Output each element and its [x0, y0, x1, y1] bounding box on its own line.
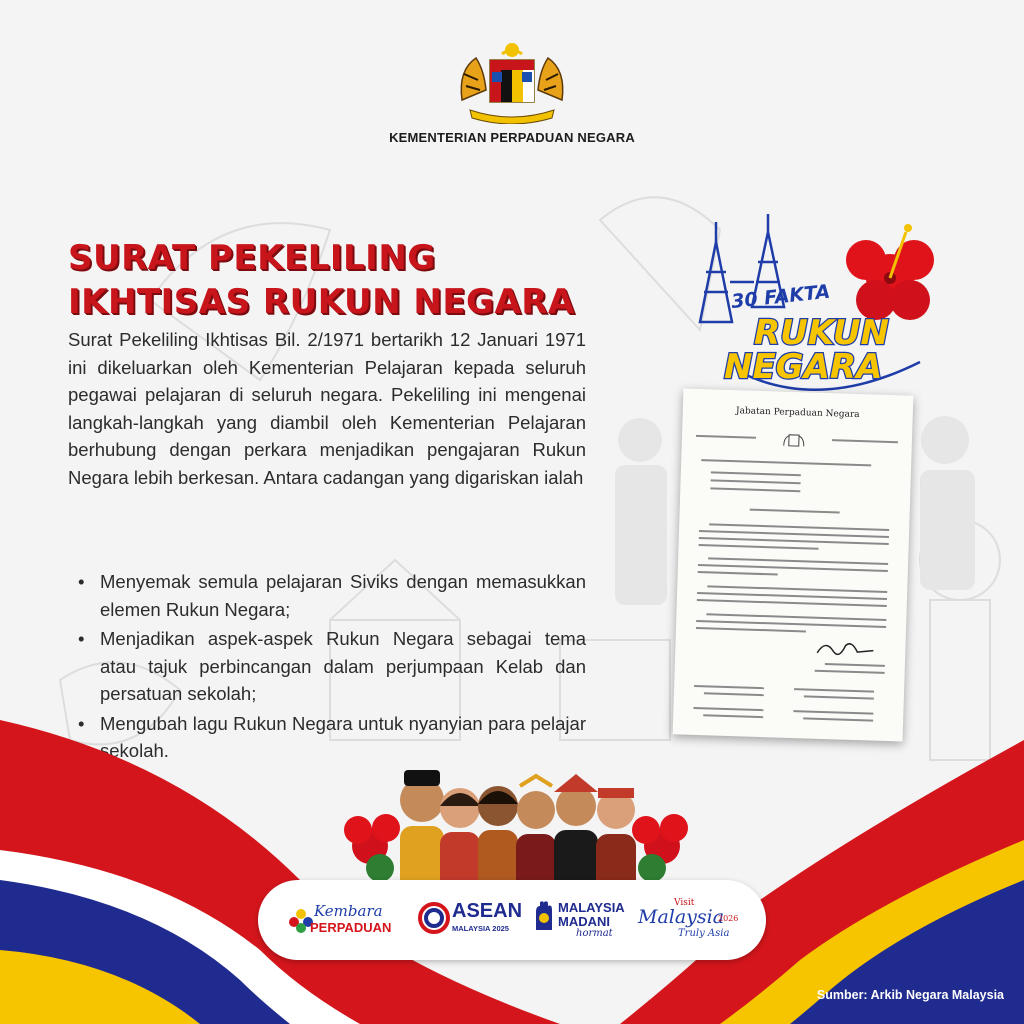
- campaign-line-2: RUKUN: [754, 313, 889, 353]
- source-credit: Sumber: Arkib Negara Malaysia: [816, 988, 1004, 1002]
- people-illustration: [340, 756, 690, 896]
- title-line-1: SURAT PEKELILING: [68, 238, 436, 278]
- title-line-2: IKHTISAS RUKUN NEGARA: [68, 282, 575, 322]
- partner-logos-bar: [258, 880, 766, 960]
- list-item: • Mengubah lagu Rukun Negara untuk nyanyian para pelajar sekolah.: [100, 710, 586, 765]
- hibiscus-right-icon: [632, 814, 688, 882]
- hibiscus-left-icon: [344, 814, 400, 882]
- asean-malaysia-2025-logo: ASEAN MALAYSIA 2025: [418, 898, 518, 942]
- malaysia-madani-logo: MALAYSIA MADANI hormat: [532, 898, 632, 942]
- letter-heading: Jabatan Perpaduan Negara: [735, 406, 860, 421]
- hand-icon: [532, 900, 556, 934]
- list-item: • Menyemak semula pelajaran Siviks dengan memasukkan elemen Rukun Negara;: [100, 568, 586, 623]
- visit-malaysia-2026-logo: Visit Malaysia 2026 Truly Asia: [638, 898, 739, 939]
- ministry-name: KEMENTERIAN PERPADUAN NEGARA: [389, 130, 635, 145]
- asean-emblem-icon: [418, 902, 450, 934]
- campaign-line-1: 30 FAKTA: [730, 280, 832, 313]
- kembara-perpaduan-logo: Kembara PERPADUAN: [288, 898, 398, 942]
- intro-paragraph: Surat Pekeliling Ikhtisas Bil. 2/1971 bertarikh 12 Januari 1971 ini dikeluarkan oleh Kementerian Pelajaran kepada seluruh pegawai pelajaran di seluruh negara. Pekeliling ini mengenai langkah-langkah yang diambil oleh Kementerian Pelajaran berhubung dengan perkara menjadikan pengajaran Rukun Negara lebih berkesan. Antara cadangan yang digariskan ialah: [68, 329, 586, 488]
- campaign-line-3: NEGARA: [724, 347, 883, 387]
- list-item: • Menjadikan aspek-aspek Rukun Negara sebagai tema atau tajuk perbincangan dalam perjumpaan Kelab dan persatuan sekolah;: [100, 625, 586, 708]
